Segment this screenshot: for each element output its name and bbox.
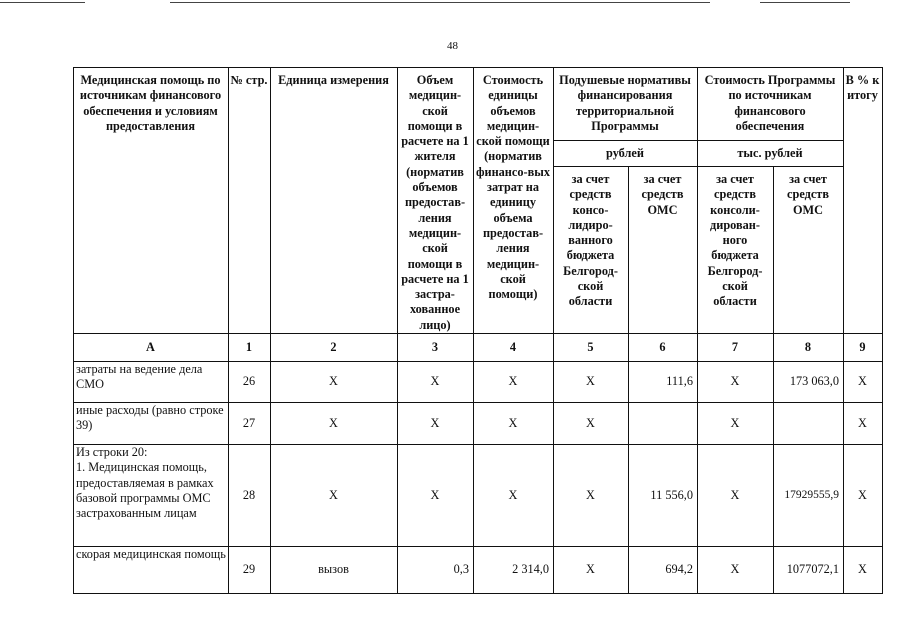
- row-col9: Х: [858, 374, 867, 389]
- row-col8: [773, 403, 843, 444]
- header-col7: за счет средств консоли-дирован-ного бюджета Белгород-ской области: [707, 172, 763, 309]
- header-program-cost-unit: тыс. рублей: [737, 145, 803, 160]
- row-cost: Х: [508, 487, 518, 502]
- row-col7: Х: [730, 487, 740, 502]
- row-volume: Х: [430, 374, 440, 389]
- row-name: скорая медицинская помощь: [76, 547, 226, 561]
- column-number: 7: [731, 339, 739, 354]
- header-per-capita-unit: рублей: [606, 145, 644, 160]
- row-col5: Х: [586, 415, 595, 430]
- row-col8: 17929555,9: [784, 488, 839, 501]
- header-source: Медицинская помощь по источникам финансового обеспечения и условиям предоставления: [79, 73, 222, 133]
- column-number: 9: [859, 339, 866, 354]
- row-unit: Х: [329, 487, 338, 502]
- column-number: 4: [509, 339, 517, 354]
- row-unit: вызов: [318, 562, 349, 577]
- row-volume: Х: [430, 487, 440, 502]
- row-line: 26: [242, 374, 256, 389]
- row-name: затраты на ведение дела СМО: [76, 362, 203, 392]
- row-col8: 1077072,1: [786, 562, 839, 577]
- row-col5: Х: [586, 487, 595, 502]
- row-col8: 173 063,0: [789, 374, 839, 389]
- column-number: 1: [245, 339, 253, 354]
- row-cost: Х: [508, 415, 518, 430]
- header-volume: Объем медицин-ской помощи в расчете на 1 жителя (норматив объемов предостав-ления медицин-ской помощи в расчете на 1 застра-хованное лицо): [401, 73, 469, 332]
- header-per-capita-group: Подушевые нормативы финансирования территориальной Программы: [559, 73, 691, 133]
- row-col9: Х: [858, 562, 867, 577]
- row-col7: Х: [730, 374, 740, 389]
- header-col8: за счет средств ОМС: [787, 172, 829, 217]
- row-cost: Х: [508, 374, 518, 389]
- row-volume: Х: [430, 415, 440, 430]
- row-line: 29: [242, 562, 256, 577]
- header-col5: за счет средств консо-лидиро-ванного бюджета Белгород-ской области: [563, 172, 618, 309]
- row-col6: 694,2: [665, 562, 693, 577]
- column-number: 2: [330, 339, 337, 354]
- row-volume: 0,3: [453, 562, 469, 577]
- row-col7: Х: [730, 415, 740, 430]
- header-cost: Стоимость единицы объемов медицин-ской помощи (норматив финансо-вых затрат на единицу объема предостав-ления медицин-ской помощи): [475, 73, 550, 302]
- header-unit: Единица измерения: [278, 73, 389, 87]
- header-percent: В % к итогу: [845, 73, 880, 103]
- row-col6: [628, 403, 697, 444]
- row-name: иные расходы (равно строке 39): [76, 403, 224, 433]
- row-unit: Х: [329, 415, 338, 430]
- row-line: 28: [242, 487, 256, 502]
- row-col5: Х: [586, 562, 595, 577]
- row-col6: 111,6: [666, 374, 693, 389]
- row-col5: Х: [586, 374, 595, 389]
- column-number: А: [146, 339, 155, 354]
- row-col9: Х: [858, 415, 867, 430]
- column-number: 5: [587, 339, 594, 354]
- header-line-number: № стр.: [230, 73, 268, 87]
- row-name: Из строки 20: 1. Медицинская помощь, предоставляемая в рамках базовой программы ОМС застрахованным лицам: [76, 445, 214, 521]
- column-number: 8: [804, 339, 812, 354]
- column-number: 3: [431, 339, 439, 354]
- header-col6: за счет средств ОМС: [641, 172, 684, 217]
- page-number: 48: [447, 40, 458, 52]
- row-col9: Х: [858, 487, 867, 502]
- row-col6: 11 556,0: [650, 487, 693, 502]
- row-col7: Х: [730, 562, 740, 577]
- row-line: 27: [242, 415, 256, 430]
- row-unit: Х: [329, 374, 338, 389]
- column-number: 6: [659, 339, 666, 354]
- row-cost: 2 314,0: [512, 562, 549, 577]
- header-program-cost-group: Стоимость Программы по источникам финансового обеспечения: [704, 73, 836, 133]
